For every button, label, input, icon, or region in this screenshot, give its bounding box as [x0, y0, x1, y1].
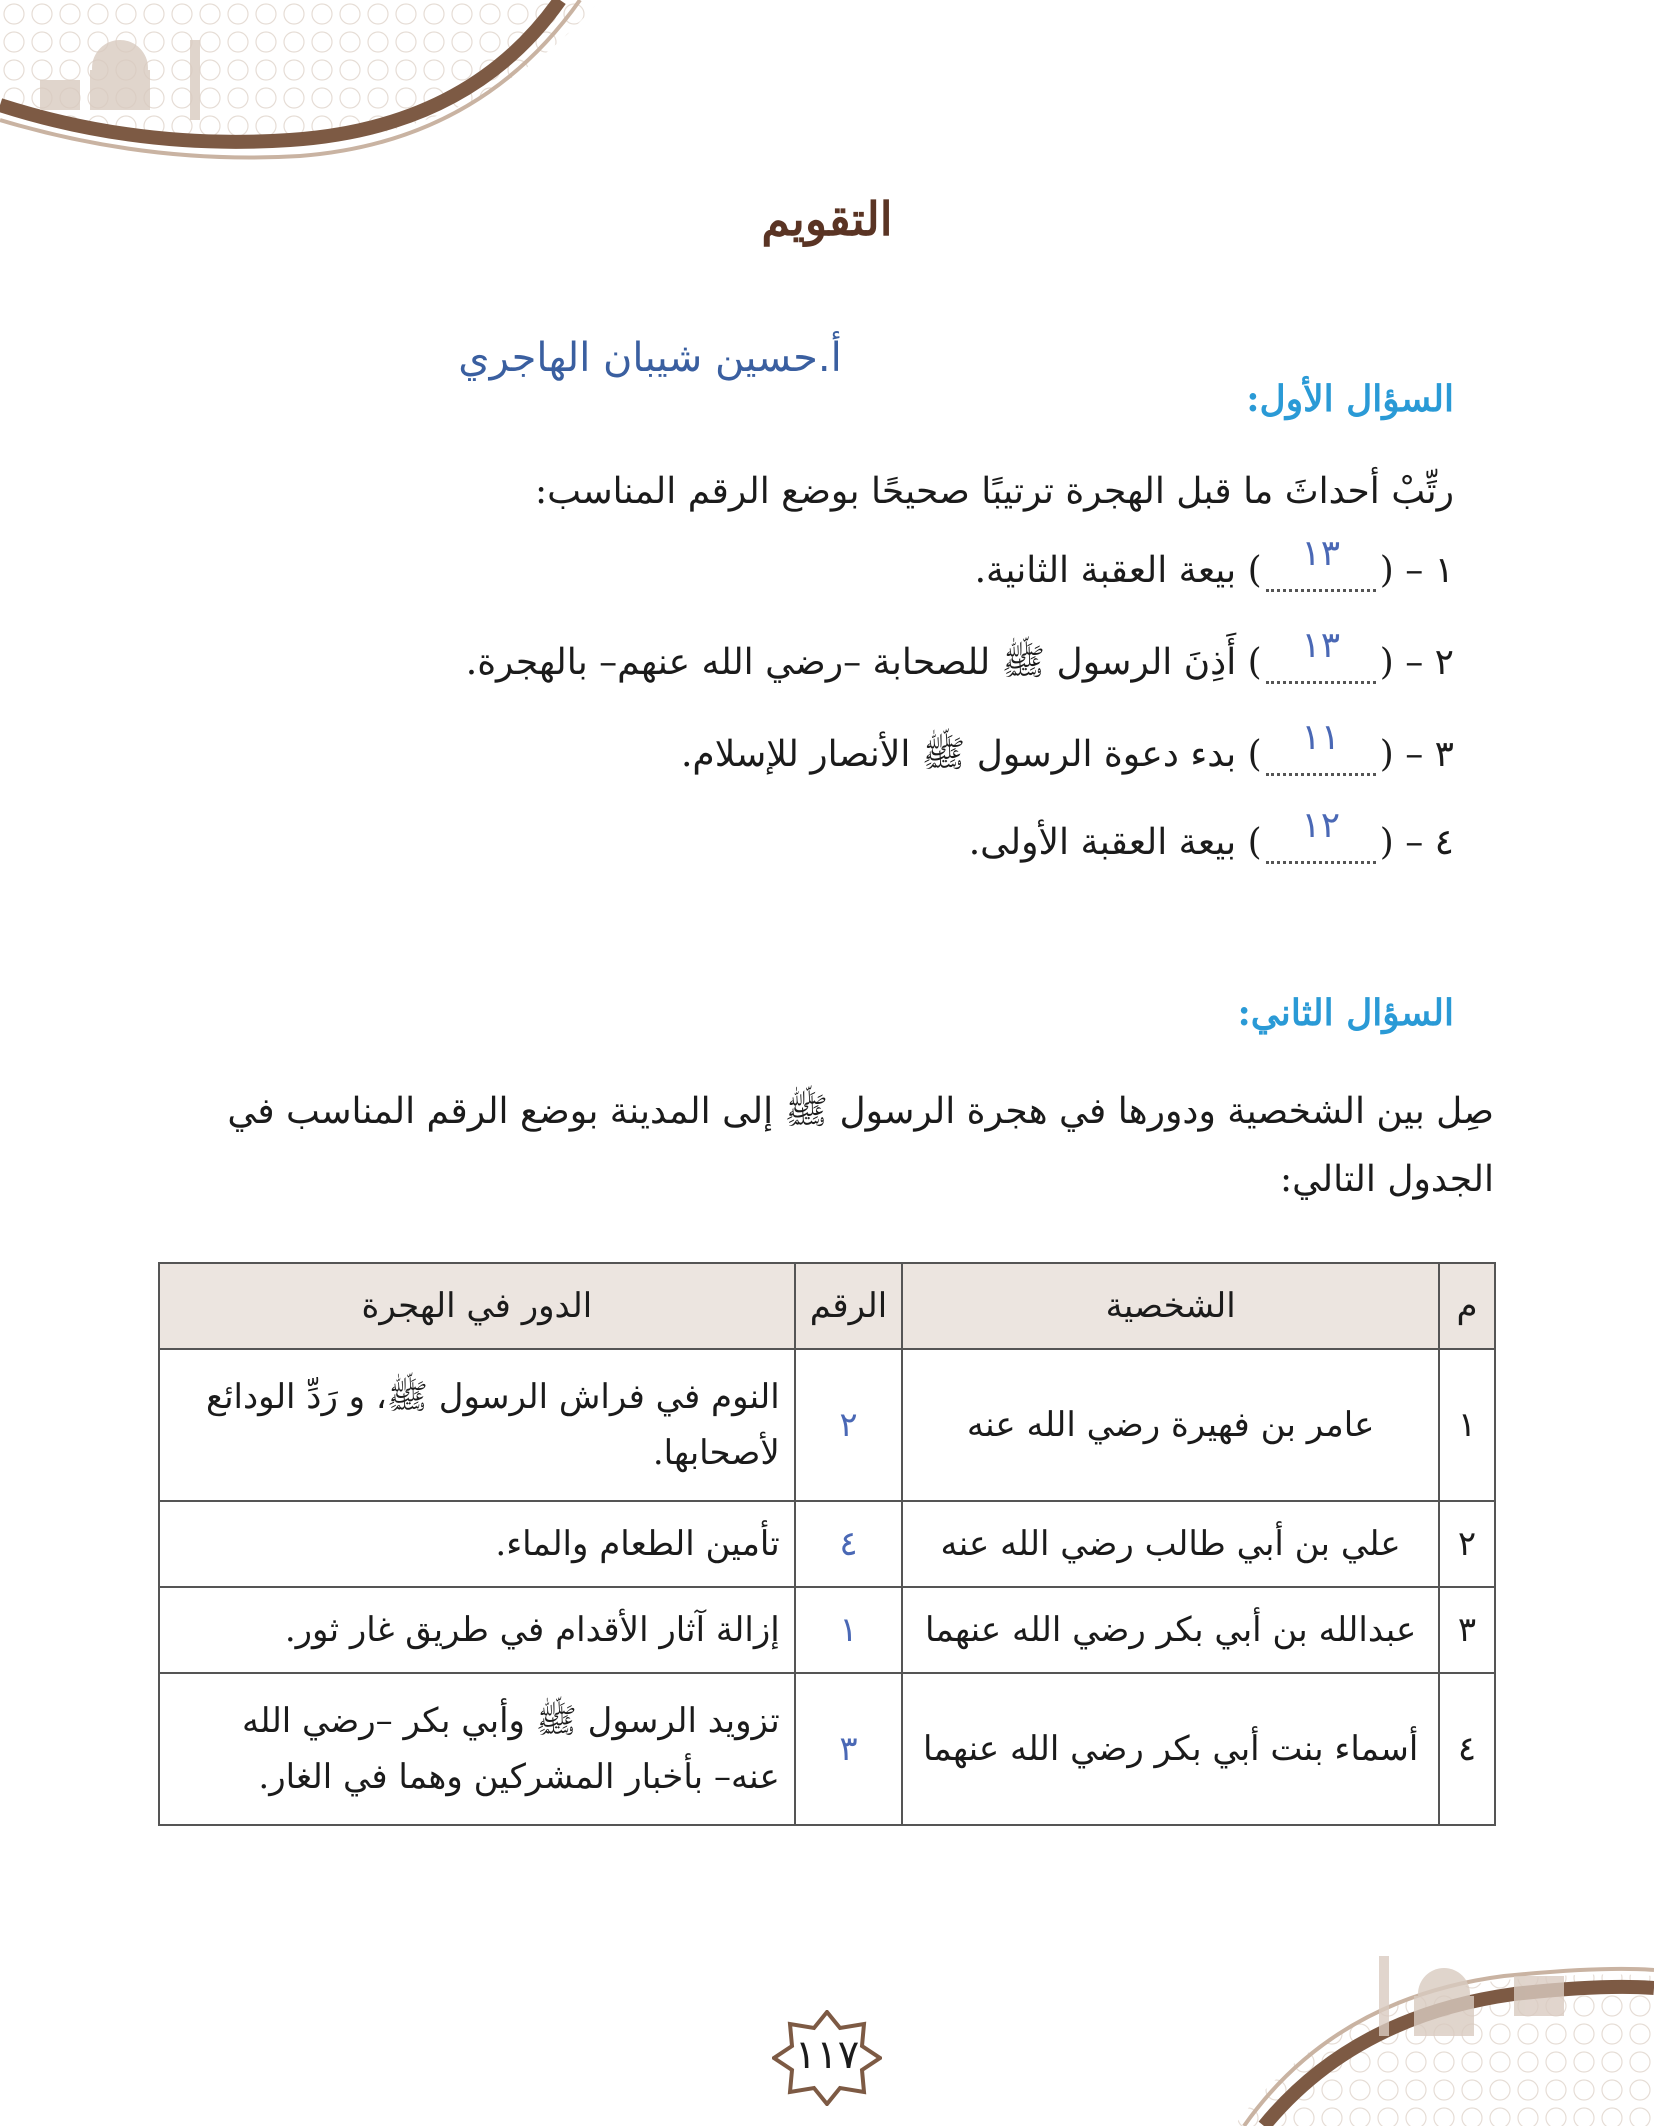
answer-number-cell[interactable]: ٣	[795, 1673, 902, 1825]
role-cell: تأمين الطعام والماء.	[159, 1501, 795, 1587]
decorative-corner-bottom	[1234, 1936, 1654, 2126]
item-number: ٢ –	[1405, 642, 1454, 683]
person-cell: عبدالله بن أبي بكر رضي الله عنهما	[902, 1587, 1439, 1673]
ordering-item: ٤ – ( ١٢ ) بيعة العقبة الأولى.	[968, 804, 1454, 863]
answer-slot[interactable]	[1266, 716, 1376, 776]
ordering-item: ٢ – ( ١٣ ) أَذِنَ الرسول ﷺ للصحابة –رضي الله عنهم– بالهجرة.	[465, 624, 1454, 683]
author-name: أ.حسين شيبان الهاجري	[458, 335, 842, 381]
table-row	[159, 1501, 1495, 1587]
decorative-corner-top	[0, 0, 620, 170]
handwritten-answer: ١٣	[1301, 624, 1341, 666]
handwritten-answer: ١١	[1301, 716, 1341, 758]
answer-slot[interactable]	[1266, 532, 1376, 592]
header-person: الشخصية	[902, 1263, 1439, 1349]
item-number: ٤ –	[1405, 822, 1454, 863]
item-number: ١ –	[1405, 550, 1454, 591]
answer-slot[interactable]	[1266, 624, 1376, 684]
table-header-row	[159, 1263, 1495, 1349]
person-cell: عامر بن فهيرة رضي الله عنه	[902, 1349, 1439, 1501]
row-index: ١	[1439, 1349, 1495, 1501]
header-role: الدور في الهجرة	[159, 1263, 795, 1349]
ordering-item: ١ – ( ١٣ ) بيعة العقبة الثانية.	[974, 532, 1454, 591]
item-number: ٣ –	[1405, 734, 1454, 775]
role-cell: النوم في فراش الرسول ﷺ، و رَدِّ الودائع لأصحابها.	[159, 1349, 795, 1501]
handwritten-answer: ١٢	[1301, 804, 1341, 846]
table-row	[159, 1349, 1495, 1501]
header-m: م	[1439, 1263, 1495, 1349]
person-cell: أسماء بنت أبي بكر رضي الله عنهما	[902, 1673, 1439, 1825]
ordering-item: ٣ – ( ١١ ) بدء دعوة الرسول ﷺ الأنصار للإسلام.	[680, 716, 1454, 775]
question-2-heading: السؤال الثاني:	[1237, 992, 1454, 1034]
item-text: بيعة العقبة الأولى.	[968, 822, 1237, 863]
handwritten-answer: ١٣	[1301, 532, 1341, 574]
row-index: ٤	[1439, 1673, 1495, 1825]
item-text: بدء دعوة الرسول ﷺ الأنصار للإسلام.	[680, 734, 1237, 775]
page-number-badge	[772, 2010, 882, 2106]
answer-number-cell[interactable]: ٢	[795, 1349, 902, 1501]
item-text: أَذِنَ الرسول ﷺ للصحابة –رضي الله عنهم– بالهجرة.	[465, 642, 1237, 683]
answer-number-cell[interactable]: ٤	[795, 1501, 902, 1587]
role-cell: تزويد الرسول ﷺ وأبي بكر –رضي الله عنه– بأخبار المشركين وهما في الغار.	[159, 1673, 795, 1825]
item-text: بيعة العقبة الثانية.	[974, 550, 1237, 591]
person-cell: علي بن أبي طالب رضي الله عنه	[902, 1501, 1439, 1587]
page-title: التقويم	[761, 192, 893, 246]
question-1-heading: السؤال الأول:	[1246, 378, 1454, 420]
table-row	[159, 1673, 1495, 1825]
page-number: ١١٧	[794, 2032, 860, 2078]
row-index: ٢	[1439, 1501, 1495, 1587]
row-index: ٣	[1439, 1587, 1495, 1673]
question-1-instruction: رتِّبْ أحداثَ ما قبل الهجرة ترتيبًا صحيحًا بوضع الرقم المناسب:	[535, 471, 1454, 512]
question-2-instruction: صِل بين الشخصية ودورها في هجرة الرسول ﷺ إلى المدينة بوضع الرقم المناسب في الجدول التالي:	[227, 1091, 1494, 1200]
table-row	[159, 1587, 1495, 1673]
role-cell: إزالة آثار الأقدام في طريق غار ثور.	[159, 1587, 795, 1673]
answer-slot[interactable]	[1266, 804, 1376, 864]
matching-table	[158, 1262, 1496, 1826]
header-num: الرقم	[795, 1263, 902, 1349]
answer-number-cell[interactable]: ١	[795, 1587, 902, 1673]
